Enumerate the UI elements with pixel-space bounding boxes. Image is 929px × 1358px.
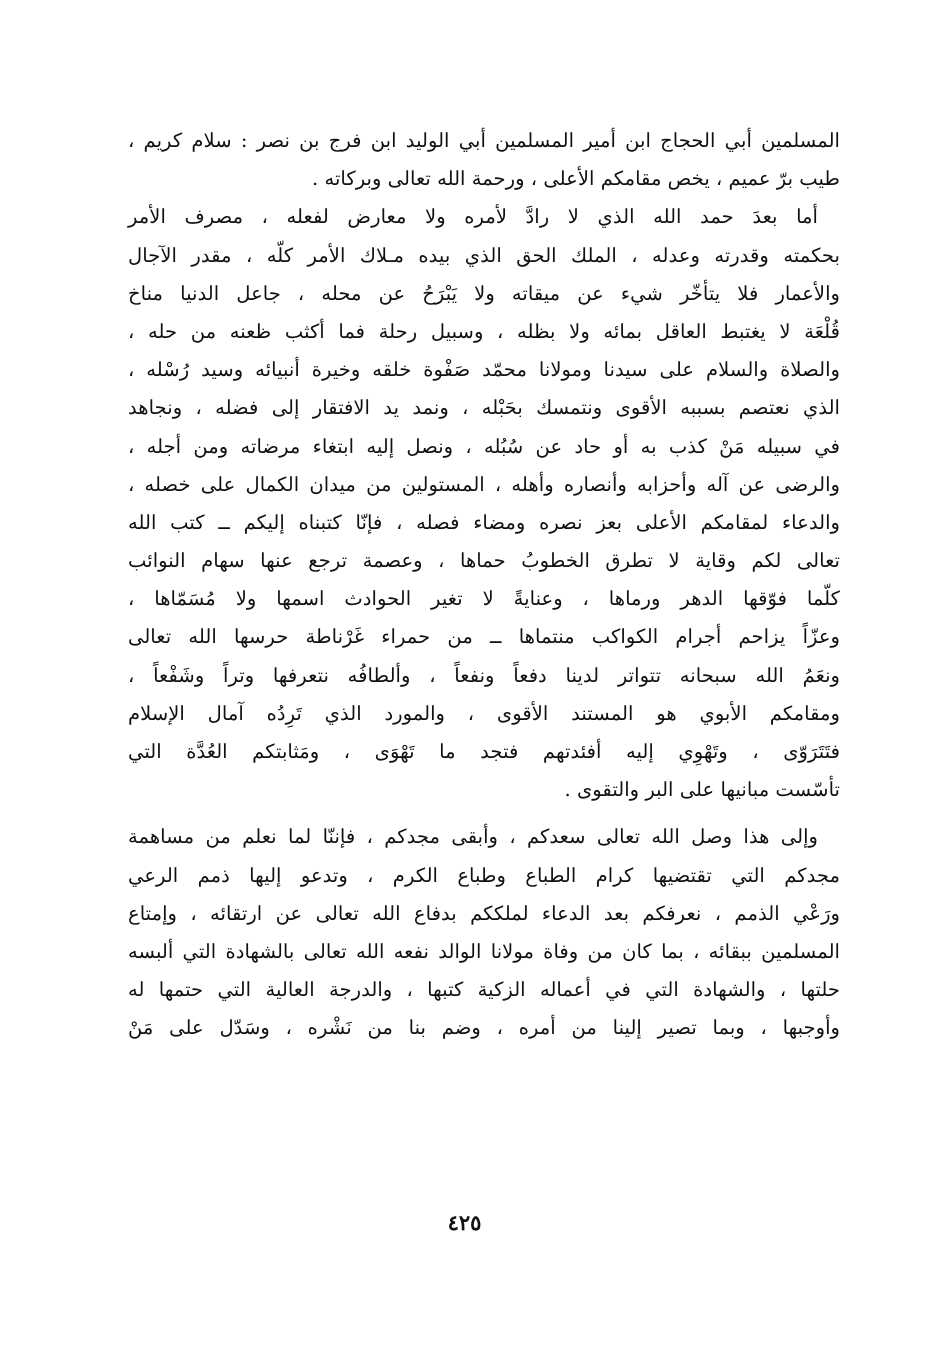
text-line: وعزّاً يزاحم أجرام الكواكب منتماها ــ من حمراء غَرْناطة حرسها الله تعالى xyxy=(128,625,840,649)
text-line: ورَعْي الذمم ، نعرفكم بعد الدعاء لملككم بدفاع الله تعالى عن ارتقائه ، وإمتاع xyxy=(128,901,840,925)
text-line: تعالى لكم وقاية لا تطرق الخطوبُ حماها ، وعصمة ترجع عنها سهام النوائب xyxy=(128,549,840,573)
text-line: في سبيله مَنْ كذب به أو حاد عن سُبُله ، ونصل إليه ابتغاء مرضاته ومن أجله ، xyxy=(128,434,840,458)
text-line: فتَتَرَوّى ، وتَهْوِي إليه أفئدتهم فتجد ما تَهْوَى ، ومَثابتكم العُدَّة التي xyxy=(128,740,840,763)
paragraph-2 xyxy=(128,198,840,809)
text-line: ونعَمُ الله سبحانه تتواتر لدينا دفعاً ونفعاً ، وألطافُه نتعرفها وتراً وشَفْعاً ، xyxy=(128,663,840,687)
text-line: المسلمين ببقائه ، بما كان من وفاة مولانا الوالد نفعه الله تعالى بالشهادة التي ألبسه xyxy=(128,939,840,963)
text-line: وإلى هذا وصل الله تعالى سعدكم ، وأبقى مجدكم ، فإننّا لما نعلم من مساهمة xyxy=(128,825,818,849)
text-line: بحكمته وقدرته وعدله ، الملك الحق الذي بيده مـلاك الأمر كلّه ، مقدر الآجال xyxy=(128,243,840,267)
text-line: كلّما فوّقها الدهر ورماها ، وعنايةً لا تغير الحوادث اسمها ولا مُسَمّاها ، xyxy=(128,587,840,611)
text-line: المسلمين أبي الحجاج ابن أمير المسلمين أبي الوليد ابن فرج بن نصر : سلام كريم ، xyxy=(128,129,840,152)
page-body xyxy=(128,122,840,1048)
text-line: قُلْعَة لا يغتبط العاقل بمائه ولا بظله ، وسبيل رحلة فما أكثب ظعنه من حله ، xyxy=(128,319,840,343)
paragraph-3 xyxy=(128,818,840,1047)
text-line: ومقامكم الأبوي هو المستند الأقوى ، والمورد الذي تَرِدُه آمال الإسلام xyxy=(128,701,840,725)
text-line: تأسّست مبانيها على البر والتقوى . xyxy=(564,778,840,802)
text-line: وأوجبها ، وبما تصير إلينا من أمره ، وضم بنا من نَشْره ، وسَدّل على مَنْ xyxy=(128,1016,840,1040)
paragraph-1 xyxy=(128,122,840,198)
text-line: والرضى عن آله وأحزابه وأنصاره وأهله ، المستولين من ميدان الكمال على خصله ، xyxy=(128,472,840,496)
page-number: ٤٢٥ xyxy=(447,1210,482,1235)
text-line: حلتها ، والشهادة التي في أعماله الزكية كتبها ، والدرجة العالية التي حتمها له xyxy=(128,978,840,1002)
text-line: والصلاة والسلام على سيدنا ومولانا محمّد صَفْوة خلقه وخيرة أنبيائه وسيد رُسْله ، xyxy=(128,358,840,382)
paragraph-gap xyxy=(128,809,840,818)
text-line: مجدكم التي تقتضيها كرام الطباع وطباع الكرم ، وتدعو إليها ذمم الرعي xyxy=(128,863,840,887)
text-line: والدعاء لمقامكم الأعلى بعز نصره ومضاء فصله ، فإنّا كتبناه إليكم ــ كتب الله xyxy=(128,510,840,534)
text-line: الذي نعتصم بسببه الأقوى ونتمسك بحَبْله ، ونمد يد الافتقار إلى فضله ، ونجاهد xyxy=(128,396,840,420)
text-line: أما بعدَ حمد الله الذي لا رادَّ لأمره ولا معارض لفعله ، مصرف الأمر xyxy=(128,205,818,229)
text-line: والأعمار فلا يتأخّر شيء عن ميقاته ولا يَبْرَحُ عن محله ، جاعل الدنيا مناخ xyxy=(128,281,840,305)
text-line: طيب برّ عميم ، يخص مقامكم الأعلى ، ورحمة الله تعالى وبركاته . xyxy=(312,167,840,191)
